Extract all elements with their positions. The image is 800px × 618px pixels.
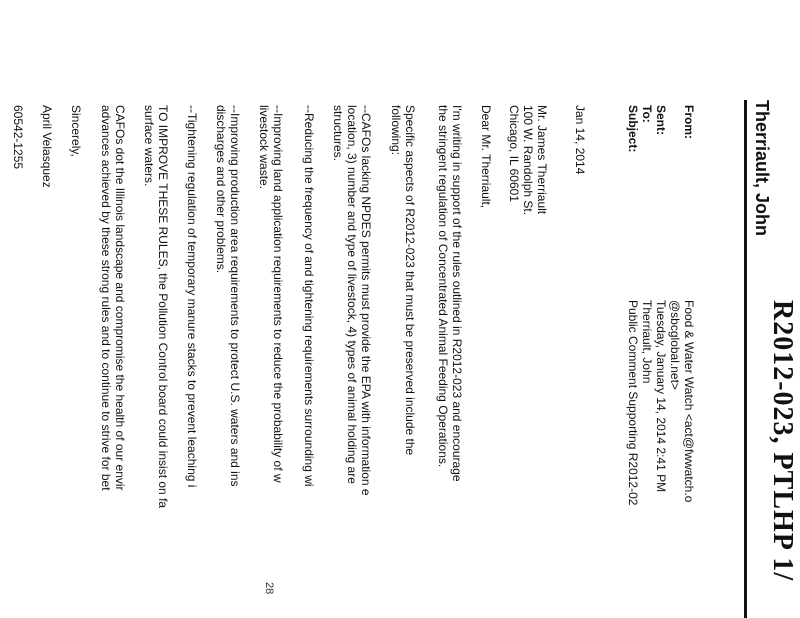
bullet-production-area-cont: discharges and other problems. xyxy=(214,105,228,274)
paragraph-cafos-cont: advances achieved by these strong rules and to continue to strive for bet xyxy=(99,105,113,491)
bullet-land-application: --Improving land application requirements to reduce the probability of w xyxy=(271,105,285,483)
page-number: 28 xyxy=(263,582,275,595)
to-value: Therriault, John xyxy=(640,300,654,384)
from-value-email: @sbcglobal.net> xyxy=(668,300,682,390)
paragraph-improve-cont: surface waters. xyxy=(142,105,156,187)
bullet-manure-stacks: --Tightening regulation of temporary manure stacks to prevent leaching i xyxy=(185,105,199,488)
sender-name: Therriault, John xyxy=(752,100,772,237)
docket-stamp: R2012-023, PTLHP 1/ xyxy=(767,300,798,582)
from-label: From: xyxy=(682,105,696,139)
signature-name: April Velasquez xyxy=(40,105,54,188)
bullet-npdes-cont: location, 3) number and type of livestock, 4) types of animal holding are xyxy=(345,105,359,484)
header-divider xyxy=(744,100,747,618)
paragraph-support: I'm writing in support of the rules outlined in R2012-023 and encourage xyxy=(450,105,464,482)
subject-value: Public Comment Supporting R2012-02 xyxy=(626,300,640,506)
paragraph-specific-cont: following: xyxy=(389,105,403,156)
bullet-production-area: --Improving production area requirements to protect U.S. waters and ins xyxy=(228,105,242,487)
closing: Sincerely, xyxy=(69,105,83,157)
recipient-name: Mr. James Therriault xyxy=(535,105,549,215)
to-label: To: xyxy=(640,105,654,123)
sent-value: Tuesday, January 14, 2014 2:41 PM xyxy=(654,300,668,493)
bullet-frequency: --Reducing the frequency of and tightening requirements surrounding wi xyxy=(302,105,316,487)
salutation: Dear Mr. Therriault, xyxy=(479,105,493,209)
paragraph-support-cont: the stringent regulation of Concentrated Animal Feeding Operations. xyxy=(436,105,450,468)
signature-zip: 60542-1255 xyxy=(11,105,25,170)
paragraph-improve: TO IMPROVE THESE RULES, the Pollution Control board could insist on fa xyxy=(156,105,170,509)
paragraph-cafos: CAFOs dot the Illinois landscape and compromise the health of our envir xyxy=(113,105,127,491)
bullet-npdes-end: structures. xyxy=(331,105,345,162)
subject-label: Subject: xyxy=(626,105,640,153)
paragraph-specific: Specific aspects of R2012-023 that must be preserved include the xyxy=(403,105,417,456)
sent-label: Sent: xyxy=(654,105,668,135)
bullet-npdes: --CAFOs lacking NPDES permits must provide the EPA with information e xyxy=(359,105,373,496)
bullet-land-application-cont: livestock waste. xyxy=(257,105,271,190)
recipient-street: 100 W. Randolph St. xyxy=(521,105,535,216)
letter-date: Jan 14, 2014 xyxy=(573,105,587,175)
recipient-city: Chicago, IL 60601 xyxy=(507,105,521,202)
from-value: Food & Water Watch <act@fwwatch.o xyxy=(682,300,696,503)
